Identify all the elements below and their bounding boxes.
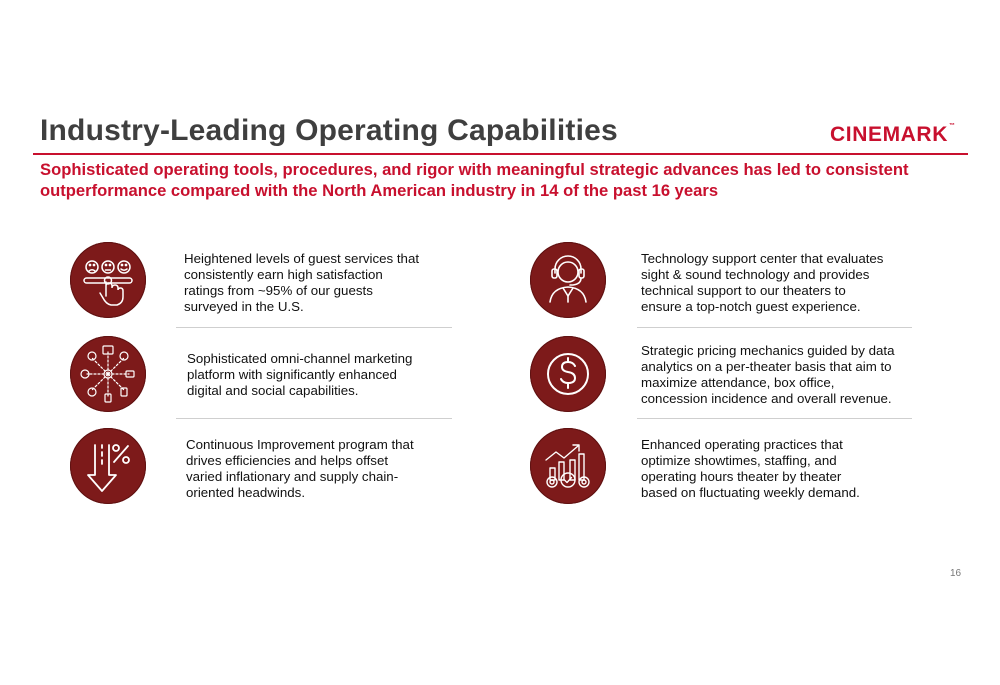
percent-down-icon — [70, 428, 146, 504]
satisfaction-rating-icon — [70, 242, 146, 318]
cinemark-logo — [830, 123, 956, 147]
logo-text: CINEMARK — [830, 123, 948, 146]
pricing-mechanics-text: Strategic pricing mechanics guided by data analytics on a per-theater basis that aim to maximize attendance, box office, concession incidence and overall revenue. — [641, 343, 895, 406]
separator — [637, 327, 912, 328]
dollar-icon — [530, 336, 606, 412]
page-title: Industry-Leading Operating Capabilities — [40, 114, 618, 147]
headset-agent-icon — [530, 242, 606, 318]
omni-channel-network-icon — [70, 336, 146, 412]
separator — [176, 418, 452, 419]
logo-trademark: ™ — [948, 123, 956, 129]
growth-chart-gears-icon — [530, 428, 606, 504]
page-number: 16 — [950, 568, 962, 579]
technology-support-text: Technology support center that evaluates sight & sound technology and provides technical support to our theaters to ensure a top-notch guest experience. — [641, 251, 884, 314]
separator — [637, 418, 912, 419]
separator — [176, 327, 452, 328]
operating-practices-text: Enhanced operating practices that optimize showtimes, staffing, and operating hours theater by theater based on fluctuating weekly demand. — [641, 437, 860, 500]
omni-channel-text: Sophisticated omni-channel marketing platform with significantly enhanced digital and social capabilities. — [187, 351, 413, 398]
guest-services-text: Heightened levels of guest services that consistently earn high satisfaction ratings from ~95% of our guests surveyed in the U.S. — [184, 251, 420, 314]
continuous-improvement-text: Continuous Improvement program that drives efficiencies and helps offset varied inflationary and supply chain- oriented headwinds. — [186, 437, 414, 500]
page-subtitle: Sophisticated operating tools, procedures, and rigor with meaningful strategic advances has led to consistent outperformance compared with the North American industry in 14 of the past 16 years — [40, 160, 909, 200]
title-divider — [33, 153, 968, 155]
